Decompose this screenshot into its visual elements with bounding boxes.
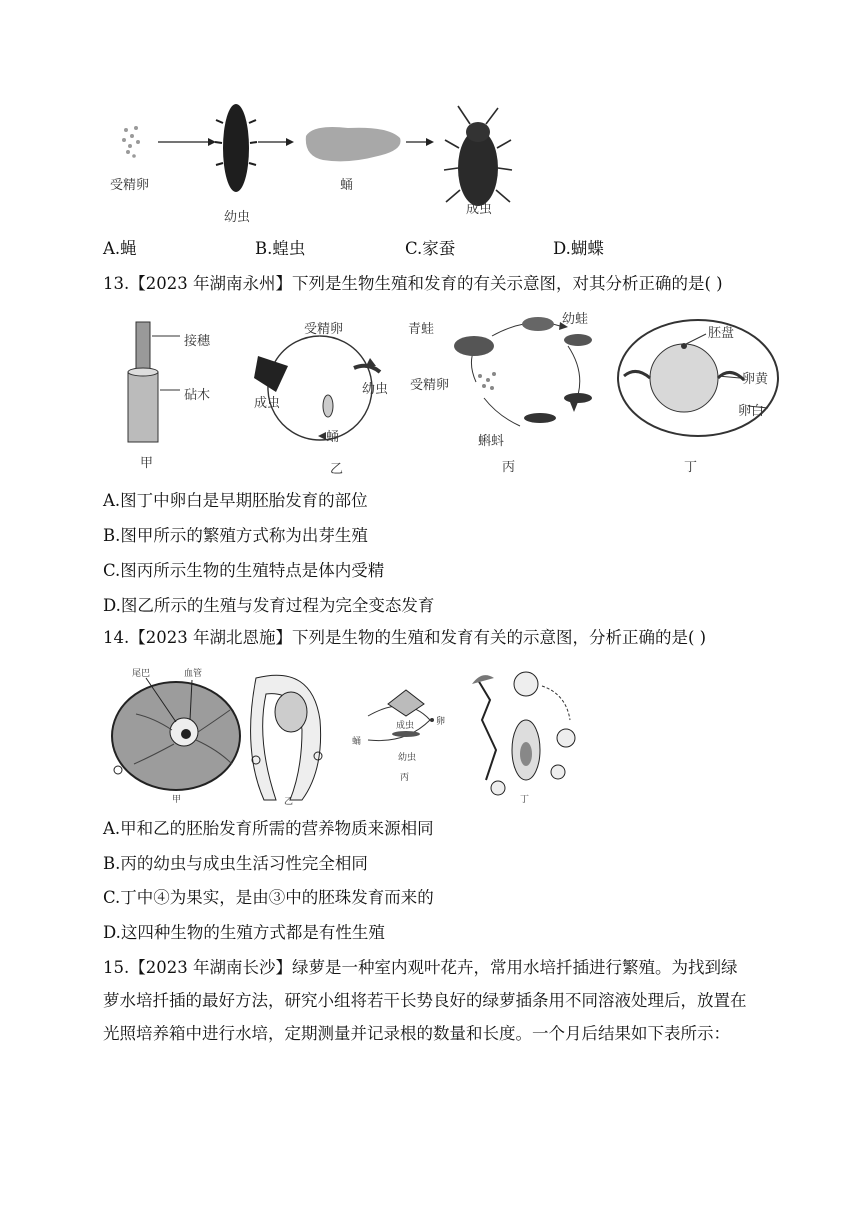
label-fertilized-egg: 受精卵: [110, 178, 150, 193]
label-yolk: 卵黄: [742, 372, 769, 387]
label-q14-adult: 成虫: [396, 721, 415, 731]
q13-option-c: C.图丙所示生物的生殖特点是体内受精: [103, 561, 385, 580]
q14-option-b: B.丙的幼虫与成虫生活习性完全相同: [103, 854, 368, 873]
label-blood-vessel: 血管: [184, 669, 203, 679]
caption-ding: 丁: [684, 460, 698, 475]
question-13-stem: 13.【2023 年湖南永州】下列是生物生殖和发育的有关示意图，对其分析正确的是( ): [103, 274, 723, 293]
q14-option-a: A.甲和乙的胚胎发育所需的营养物质来源相同: [103, 819, 434, 838]
option-c: C.家蚕: [405, 239, 456, 258]
caption-q14-ding: 丁: [520, 795, 530, 805]
label-egg-white: 卵白: [738, 404, 765, 419]
label-yi-adult: 成虫: [254, 396, 281, 411]
insect-cycle-drawing: [108, 98, 528, 230]
label-q14-egg: 卵: [436, 717, 446, 727]
label-tail: 尾巴: [132, 669, 151, 679]
label-bing-egg: 受精卵: [410, 378, 450, 393]
label-yi-pupa: 蛹: [326, 430, 340, 445]
caption-q14-yi: 乙: [284, 797, 294, 807]
caption-jia: 甲: [140, 456, 154, 471]
label-q14-larva: 幼虫: [398, 753, 417, 763]
label-germinal-disc: 胚盘: [708, 326, 735, 341]
label-yi-egg: 受精卵: [304, 322, 344, 337]
label-frog: 青蛙: [408, 322, 435, 337]
label-tadpole: 蝌蚪: [478, 434, 505, 449]
q13-option-d: D.图乙所示的生殖与发育过程为完全变态发育: [103, 596, 435, 615]
q13-option-b: B.图甲所示的繁殖方式称为出芽生殖: [103, 526, 368, 545]
q13-drawings: [108, 306, 798, 478]
question-14-stem: 14.【2023 年湖北恩施】下列是生物的生殖和发育有关的示意图，分析正确的是( ): [103, 628, 707, 647]
question-15-stem: 15.【2023 年湖南长沙】绿萝是一种室内观叶花卉，常用水培扦插进行繁殖。为找到绿萝水培扦插的最好方法，研究小组将若干长势良好的绿萝插条用不同溶液处理后，放置在光照培养箱中进行水培，定期测量并记录根的数量和长度。一个月后结果如下表所示：: [103, 958, 747, 1043]
q14-option-d: D.这四种生物的生殖方式都是有性生殖: [103, 923, 385, 942]
label-q14-pupa: 蛹: [352, 737, 362, 747]
option-b: B.蝗虫: [255, 239, 306, 258]
figure-q14: [106, 660, 590, 808]
label-pupa: 蛹: [340, 178, 354, 193]
label-rootstock: 砧木: [184, 388, 211, 403]
q14-option-c: C.丁中④为果实，是由③中的胚珠发育而来的: [103, 888, 434, 907]
caption-bing: 丙: [502, 460, 516, 475]
label-adult: 成虫: [466, 202, 493, 217]
label-froglet: 幼蛙: [562, 312, 589, 327]
q13-option-a: A.图丁中卵白是早期胚胎发育的部位: [103, 491, 368, 510]
q14-drawings: [106, 660, 590, 808]
figure-q13: [108, 306, 798, 478]
option-d: D.蝴蝶: [553, 239, 604, 258]
label-yi-larva: 幼虫: [362, 382, 389, 397]
label-larva: 幼虫: [224, 210, 251, 225]
caption-q14-bing: 丙: [400, 773, 410, 783]
label-scion: 接穗: [184, 334, 211, 349]
caption-yi: 乙: [330, 462, 344, 477]
option-a: A.蝇: [103, 239, 137, 258]
figure-insect-cycle: [108, 98, 528, 230]
caption-q14-jia: 甲: [172, 795, 182, 805]
